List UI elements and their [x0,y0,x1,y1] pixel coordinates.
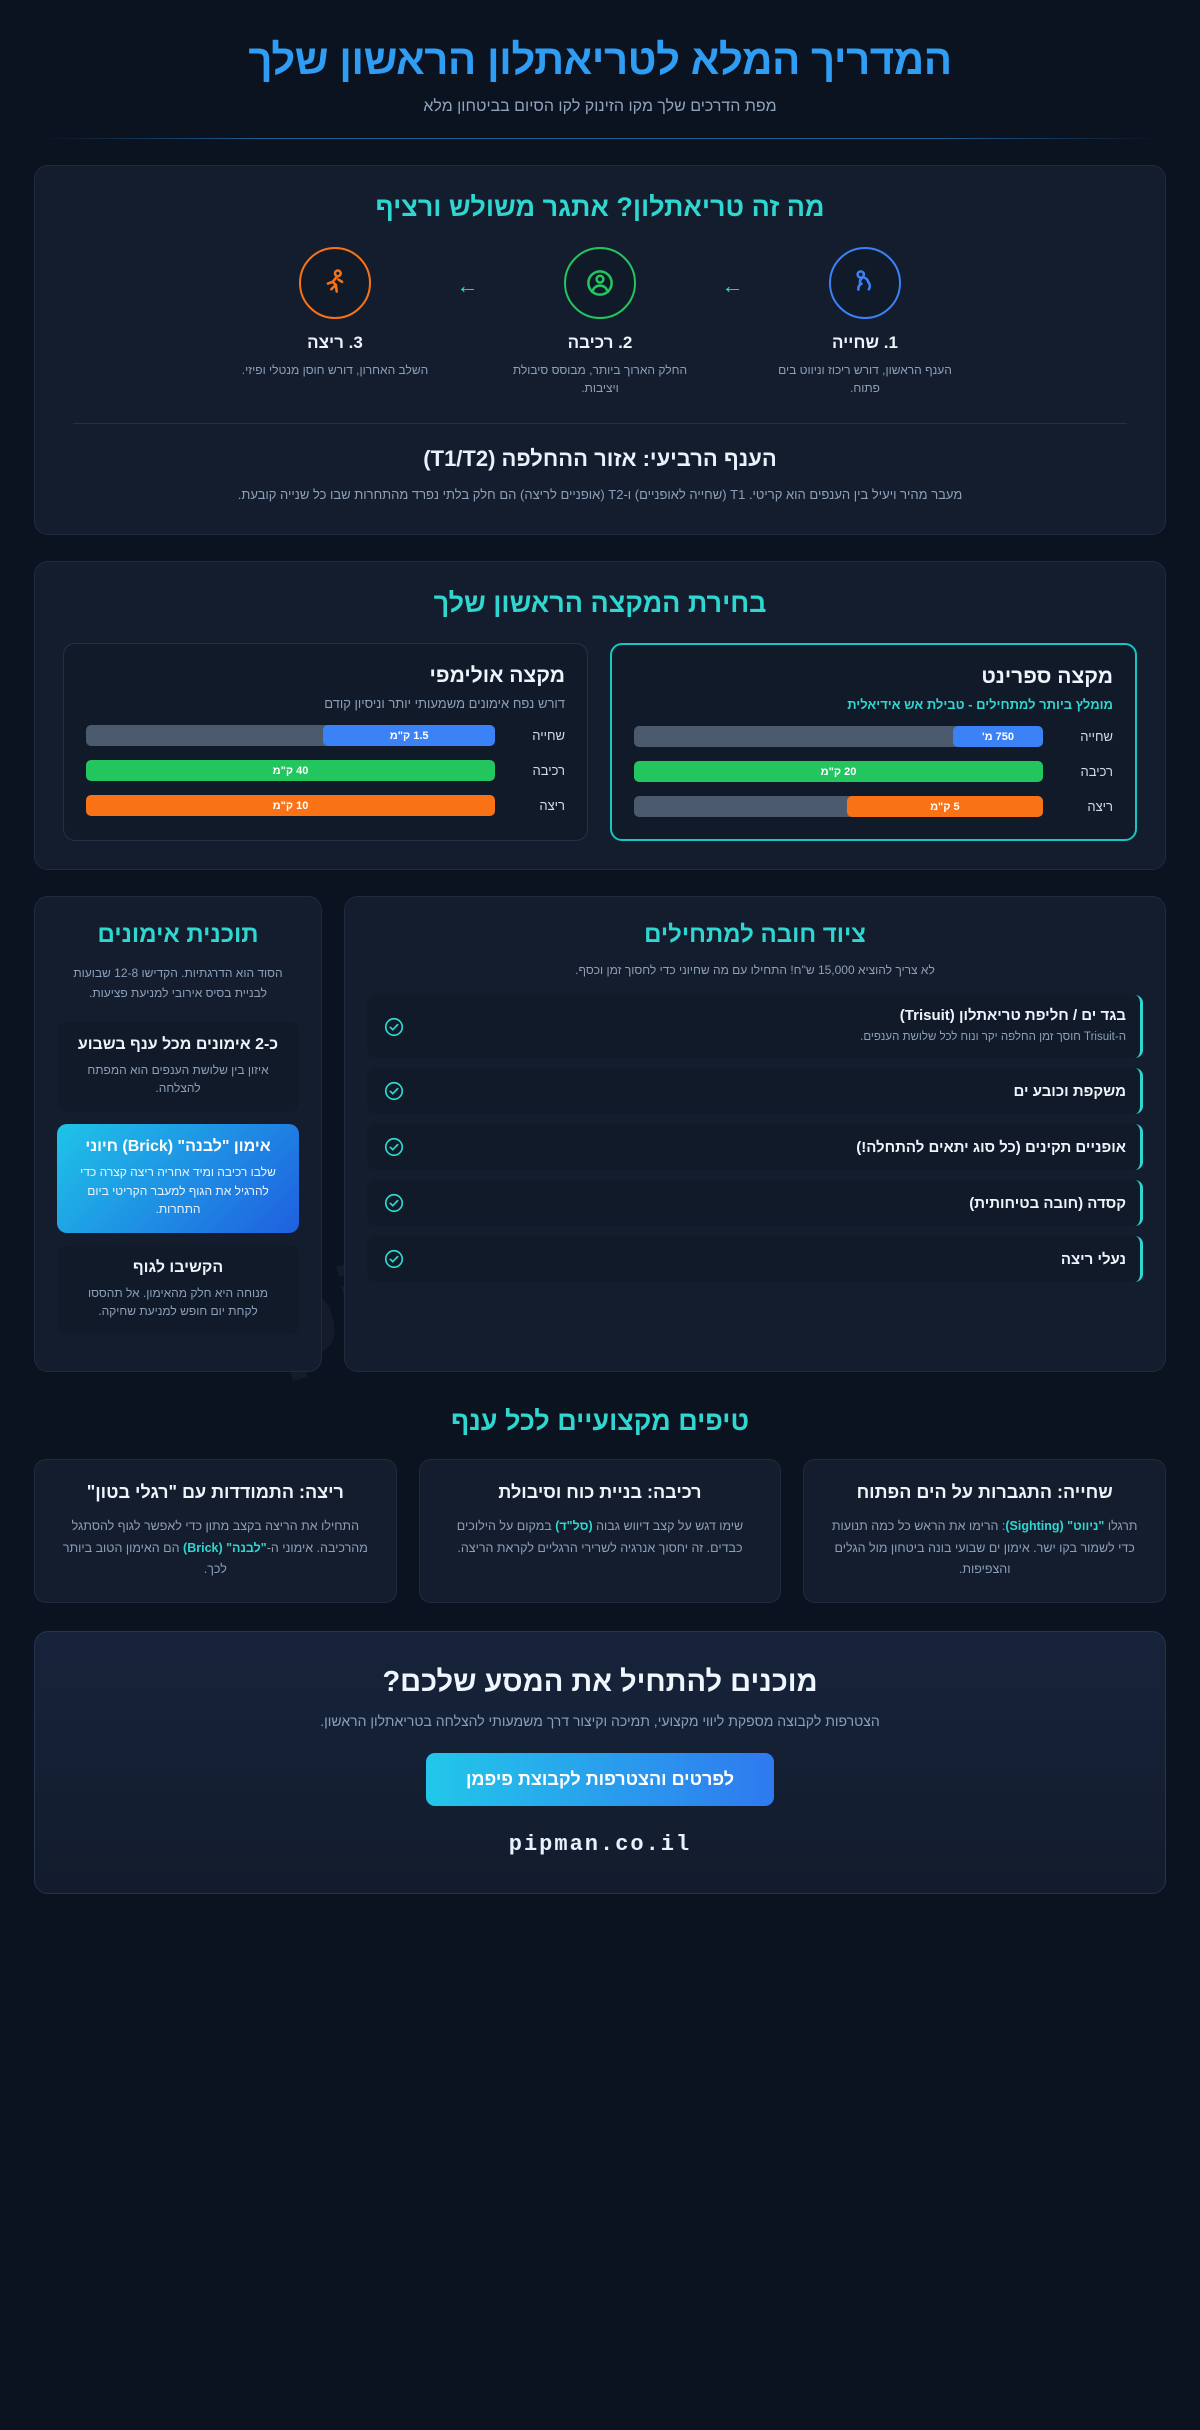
leg-value: 1.5 ק"מ [389,729,429,742]
gear-note: לא צריך להוציא 15,000 ש"ח! התחילו עם מה שחיוני כדי לחסוך זמן וכסף. [575,963,935,978]
swimmer-icon [829,247,901,319]
training-intro: הסוד הוא הדרגתיות. הקדישו 12-8 שבועות לבניית בסיס אירובי למניעת פציעות. [73,966,283,1001]
stage-name: 2. רכיבה [567,333,633,352]
pro-tip-card-run [34,1459,397,1603]
leg-row [634,726,1113,747]
stage-run [228,247,443,379]
page-title: המדריך המלא לטריאתלון הראשון שלך [248,36,952,83]
pro-tip-text: תרגלו "ניווט" (Sighting): הרימו את הראש כל כמה תנועות כדי לשמור בקו ישר. אימון ים שבועי בונה ביטחון מול הגלים והצפיפות. [831,1519,1138,1576]
training-block-text: שלבו רכיבה ומיד אחריה ריצה קצרה כדי להרגיל את הגוף למעבר הקריטי ביום התחרות. [80,1165,276,1217]
check-circle-icon [383,1016,405,1038]
stage-desc: הענף הראשון, דורש ריכוז וניווט בים פתוח. [778,363,952,395]
leg-bar [634,726,1043,747]
pro-tip-text: שימו דגש על קצב דיווש גבוה (סל"ד) במקום על הילוכים כבדים. זה יחסוך אנרגיה לשרירי הרגליים לקראת הריצה. [456,1519,744,1555]
leg-value: 10 ק"מ [272,799,309,812]
gear-item-title: קסדה (חובה בטיחותית) [969,1194,1126,1212]
gear-item-title: נעלי ריצה [1060,1250,1126,1268]
leg-label: ריצה [539,798,565,814]
gear-item [367,1068,1143,1114]
intro-title: מה זה טריאתלון? אתגר משולש ורציף [375,192,825,222]
page-subtitle: מפת הדרכים שלך מקו הזינוק לקו הסיום בביטחון מלא [423,98,777,115]
pro-tip-card-swim [803,1459,1166,1603]
training-block-text: איזון בין שלושת הענפים הוא המפתח להצלחה. [87,1062,269,1096]
leg-label: רכיבה [532,763,565,779]
training-block [57,1245,299,1335]
gear-item-title: בגד ים / חליפת טריאתלון (Trisuit) [899,1007,1126,1025]
leg-bar [86,725,495,746]
distances-row [63,643,1137,841]
section-divider [73,423,1127,424]
page-header [34,36,1166,139]
gear-item [367,995,1143,1058]
leg-bar [86,760,495,781]
leg-value: 40 ק"מ [272,764,309,777]
stage-swim [758,247,973,397]
gear-item [367,1236,1143,1282]
gear-item [367,1124,1143,1170]
stage-arrow-1: ← [721,273,744,298]
site-domain[interactable]: pipman.co.il [508,1832,692,1858]
leg-label: שחייה [532,728,565,744]
cta-title: מוכנים להתחיל את המסע שלכם? [382,1666,818,1699]
leg-fill [953,726,1043,747]
stage-name: 3. ריצה [307,333,363,352]
pro-tip-title: שחייה: התגברות על הים הפתוח [856,1482,1113,1503]
distance-note: מומלץ ביותר למתחילים - טבילת אש אידיאלית [847,697,1113,713]
stage-arrow-2: ← [456,273,479,298]
check-circle-icon [383,1136,405,1158]
stage-name: 1. שחייה [832,333,898,352]
gear-item-title: משקפת וכובע ים [1013,1082,1126,1100]
stage-bike [493,247,708,397]
leg-label: שחייה [1080,729,1113,745]
cta-section [34,1631,1166,1894]
pro-tip-text: התחילו את הריצה בקצב מתון כדי לאפשר לגוף להסתגל מהרכיבה. אימוני ה-"לבנה" (Brick) הם האימון הטוב ביותר לכך. [62,1519,368,1576]
gear-title: ציוד חובה למתחילים [644,921,866,949]
leg-label: רכיבה [1080,764,1113,780]
training-gear-row [34,896,1166,1372]
pro-tips-title: טיפים מקצועיים לכל ענף [450,1406,750,1437]
leg-value: 5 ק"מ [930,800,960,813]
pro-tip-title: ריצה: התמודדות עם "רגלי בטון" [86,1482,344,1503]
leg-label: ריצה [1087,799,1113,815]
check-circle-icon [383,1248,405,1270]
pro-tip-card-bike [419,1459,782,1603]
stage-desc: החלק הארוך ביותר, מבוסס סיבולת ויציבות. [512,363,688,395]
distances-title: בחירת המקצה הראשון שלך [433,588,767,619]
training-title: תוכנית אימונים [97,921,259,949]
stage-desc: השלב האחרון, דורש חוסן מנטלי ופיזי. [241,363,429,377]
runner-icon [299,247,371,319]
training-block-title: אימון "לבנה" (Brick) חיוני [85,1138,271,1156]
leg-fill [847,796,1043,817]
distance-name: מקצה ספרינט [981,665,1113,689]
leg-bar [86,795,495,816]
leg-value: 750 מ' [982,730,1015,743]
leg-row [86,760,565,781]
check-circle-icon [383,1080,405,1102]
leg-row [86,725,565,746]
training-block-text: מנוחה היא חלק מהאימון. אל תהססו לקחת יום חופש למניעת שחיקה. [87,1285,269,1319]
leg-row [634,761,1113,782]
cyclist-icon [564,247,636,319]
gear-item-desc: ה-Trisuit חוסך זמן החלפה יקר ונוח לכל שלושת הענפים. [860,1031,1126,1044]
leg-fill [86,795,495,816]
training-block [57,1022,299,1112]
leg-row [634,796,1113,817]
gear-column [344,896,1166,1372]
leg-row [86,795,565,816]
leg-value: 20 ק"מ [820,765,857,778]
distance-card-olympic[interactable] [63,643,588,841]
leg-fill [323,725,495,746]
leg-fill [634,761,1043,782]
distance-name: מקצה אולימפי [429,664,565,688]
header-divider [40,138,1160,139]
distance-note: דורש נפח אימונים משמעותי יותר וניסיון קודם [324,696,565,712]
pro-tips-row [34,1459,1166,1603]
training-block-brick [57,1124,299,1233]
transition-text: מעבר מהיר ויעיל בין הענפים הוא קריטי. T1 (שחייה לאופניים) ו-T2 (אופניים לריצה) הם חלק בלתי נפרד מהתחרות שבו כל שנייה קובעת. [237,487,963,502]
pro-tip-title: רכיבה: בניית כוח וסיבולת [498,1482,702,1503]
distances-section [34,561,1166,870]
stages-row [63,247,1137,397]
cta-subtitle: הצטרפות לקבוצה מספקת ליווי מקצועי, תמיכה וקיצור דרך משמעותי להצלחה בטריאתלון הראשון. [320,1713,880,1730]
leg-bar [634,796,1043,817]
training-column [34,896,322,1372]
leg-bar [634,761,1043,782]
transition-title: הענף הרביעי: אזור ההחלפה (T1/T2) [423,446,777,471]
training-block-title: הקשיבו לגוף [132,1258,224,1276]
gear-item-title: אופניים תקינים (כל סוג יתאים להתחלה!) [856,1138,1126,1156]
training-block-title: כ-2 אימונים מכל ענף בשבוע [77,1035,279,1053]
intro-section [34,165,1166,535]
distance-card-sprint[interactable] [610,643,1137,841]
check-circle-icon [383,1192,405,1214]
join-group-button[interactable]: לפרטים והצטרפות לקבוצת פיפמן [426,1753,774,1806]
gear-item [367,1180,1143,1226]
leg-fill [86,760,495,781]
